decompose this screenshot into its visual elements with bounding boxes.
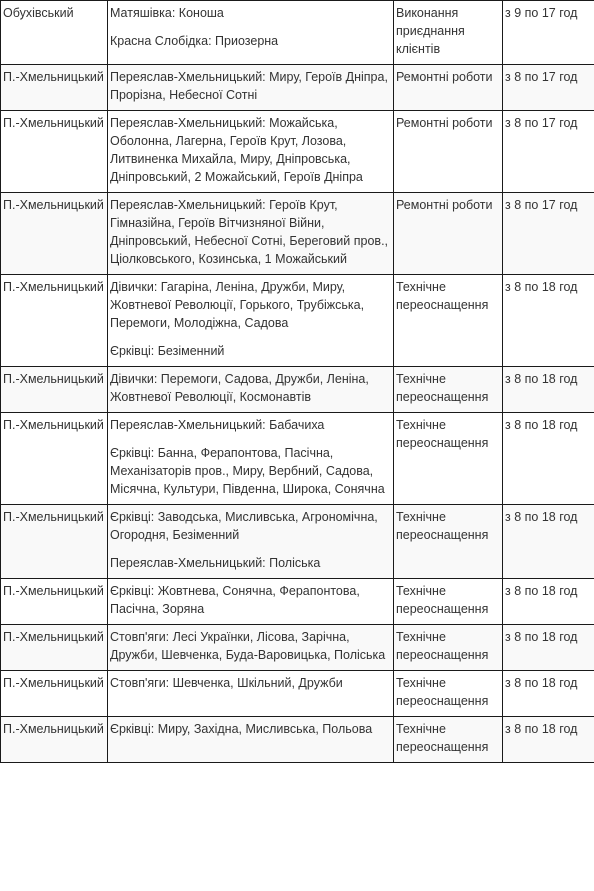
work-type-cell: Виконання приєднання клієнтів — [394, 1, 503, 65]
work-type-cell: Технічне переоснащення — [394, 275, 503, 367]
table-row — [1, 505, 594, 579]
streets-cell — [108, 505, 394, 579]
district-cell: П.-Хмельницький — [1, 65, 108, 111]
work-type-cell: Технічне переоснащення — [394, 579, 503, 625]
work-type-cell: Ремонтні роботи — [394, 193, 503, 275]
time-cell: з 8 по 18 год — [503, 367, 594, 413]
street-group: Єрківці: Безіменний — [110, 344, 225, 358]
work-type-cell: Технічне переоснащення — [394, 505, 503, 579]
work-type-cell: Технічне переоснащення — [394, 625, 503, 671]
street-group: Єрківці: Миру, Західна, Мисливська, Польова — [110, 722, 373, 736]
district-cell: П.-Хмельницький — [1, 275, 108, 367]
streets-cell — [108, 193, 394, 275]
streets-cell — [108, 579, 394, 625]
table-row — [1, 367, 594, 413]
streets-cell — [108, 625, 394, 671]
time-cell: з 9 по 17 год — [503, 1, 594, 65]
table-row — [1, 65, 594, 111]
streets-cell — [108, 111, 394, 193]
time-cell: з 8 по 17 год — [503, 65, 594, 111]
district-cell: П.-Хмельницький — [1, 413, 108, 505]
time-cell: з 8 по 18 год — [503, 671, 594, 717]
table-row — [1, 111, 594, 193]
time-cell: з 8 по 18 год — [503, 275, 594, 367]
streets-cell — [108, 413, 394, 505]
table-row — [1, 671, 594, 717]
district-cell: П.-Хмельницький — [1, 193, 108, 275]
table-row — [1, 579, 594, 625]
table-row — [1, 625, 594, 671]
street-group: Дівички: Перемоги, Садова, Дружби, Леніна, Жовтневої Революції, Космонавтів — [110, 372, 369, 404]
street-group: Стовп'яги: Лесі Українки, Лісова, Зарічна, Дружби, Шевченка, Буда-Варовицька, Поліська — [110, 630, 386, 662]
street-group: Єрківці: Заводська, Мисливська, Агрономічна, Огородня, Безіменний — [110, 510, 378, 542]
table-row — [1, 1, 594, 65]
street-group: Переяслав-Хмельницький: Бабачиха — [110, 418, 325, 432]
time-cell: з 8 по 18 год — [503, 413, 594, 505]
streets-cell — [108, 275, 394, 367]
district-cell: П.-Хмельницький — [1, 671, 108, 717]
street-group: Переяслав-Хмельницький: Героїв Крут, Гімназійна, Героїв Вітчизняної Війни, Дніпровський, Небесної Сотні, Береговий пров., Ціолковського, Козинська, 1 Можайський — [110, 198, 389, 266]
street-group: Єрківці: Жовтнева, Сонячна, Ферапонтова, Пасічна, Зоряна — [110, 584, 360, 616]
table-row — [1, 193, 594, 275]
time-cell: з 8 по 18 год — [503, 625, 594, 671]
street-group: Матяшівка: Коноша — [110, 6, 224, 20]
streets-cell — [108, 1, 394, 65]
street-group: Красна Слобідка: Приозерна — [110, 34, 279, 48]
street-group: Переяслав-Хмельницький: Поліська — [110, 556, 321, 570]
district-cell: П.-Хмельницький — [1, 717, 108, 763]
district-cell: П.-Хмельницький — [1, 505, 108, 579]
street-group: Дівички: Гагаріна, Леніна, Дружби, Миру, Жовтневої Революції, Горького, Трубіжська, Перемоги, Молодіжна, Садова — [110, 280, 365, 330]
district-cell: П.-Хмельницький — [1, 367, 108, 413]
table-row — [1, 717, 594, 763]
time-cell: з 8 по 17 год — [503, 111, 594, 193]
work-type-cell: Технічне переоснащення — [394, 671, 503, 717]
district-cell: Обухівський — [1, 1, 108, 65]
streets-cell — [108, 671, 394, 717]
time-cell: з 8 по 18 год — [503, 579, 594, 625]
work-type-cell: Технічне переоснащення — [394, 413, 503, 505]
work-type-cell: Технічне переоснащення — [394, 717, 503, 763]
street-group: Єрківці: Банна, Ферапонтова, Пасічна, Механізаторів пров., Миру, Вербний, Садова, Місячна, Культури, Південна, Широка, Сонячна — [110, 446, 385, 496]
street-group: Переяслав-Хмельницький: Миру, Героїв Дніпра, Прорізна, Небесної Сотні — [110, 70, 388, 102]
streets-cell — [108, 65, 394, 111]
time-cell: з 8 по 18 год — [503, 717, 594, 763]
streets-cell — [108, 717, 394, 763]
street-group: Стовп'яги: Шевченка, Шкільний, Дружби — [110, 676, 343, 690]
outage-table-body — [1, 1, 594, 763]
time-cell: з 8 по 17 год — [503, 193, 594, 275]
district-cell: П.-Хмельницький — [1, 579, 108, 625]
time-cell: з 8 по 18 год — [503, 505, 594, 579]
work-type-cell: Ремонтні роботи — [394, 65, 503, 111]
district-cell: П.-Хмельницький — [1, 111, 108, 193]
work-type-cell: Технічне переоснащення — [394, 367, 503, 413]
table-row — [1, 413, 594, 505]
streets-cell — [108, 367, 394, 413]
work-type-cell: Ремонтні роботи — [394, 111, 503, 193]
district-cell: П.-Хмельницький — [1, 625, 108, 671]
street-group: Переяслав-Хмельницький: Можайська, Оболонна, Лагерна, Героїв Крут, Лозова, Литвиненка Михайла, Миру, Дніпровська, Дніпровський, 2 Можайський, Героїв Дніпра — [110, 116, 363, 184]
table-row — [1, 275, 594, 367]
